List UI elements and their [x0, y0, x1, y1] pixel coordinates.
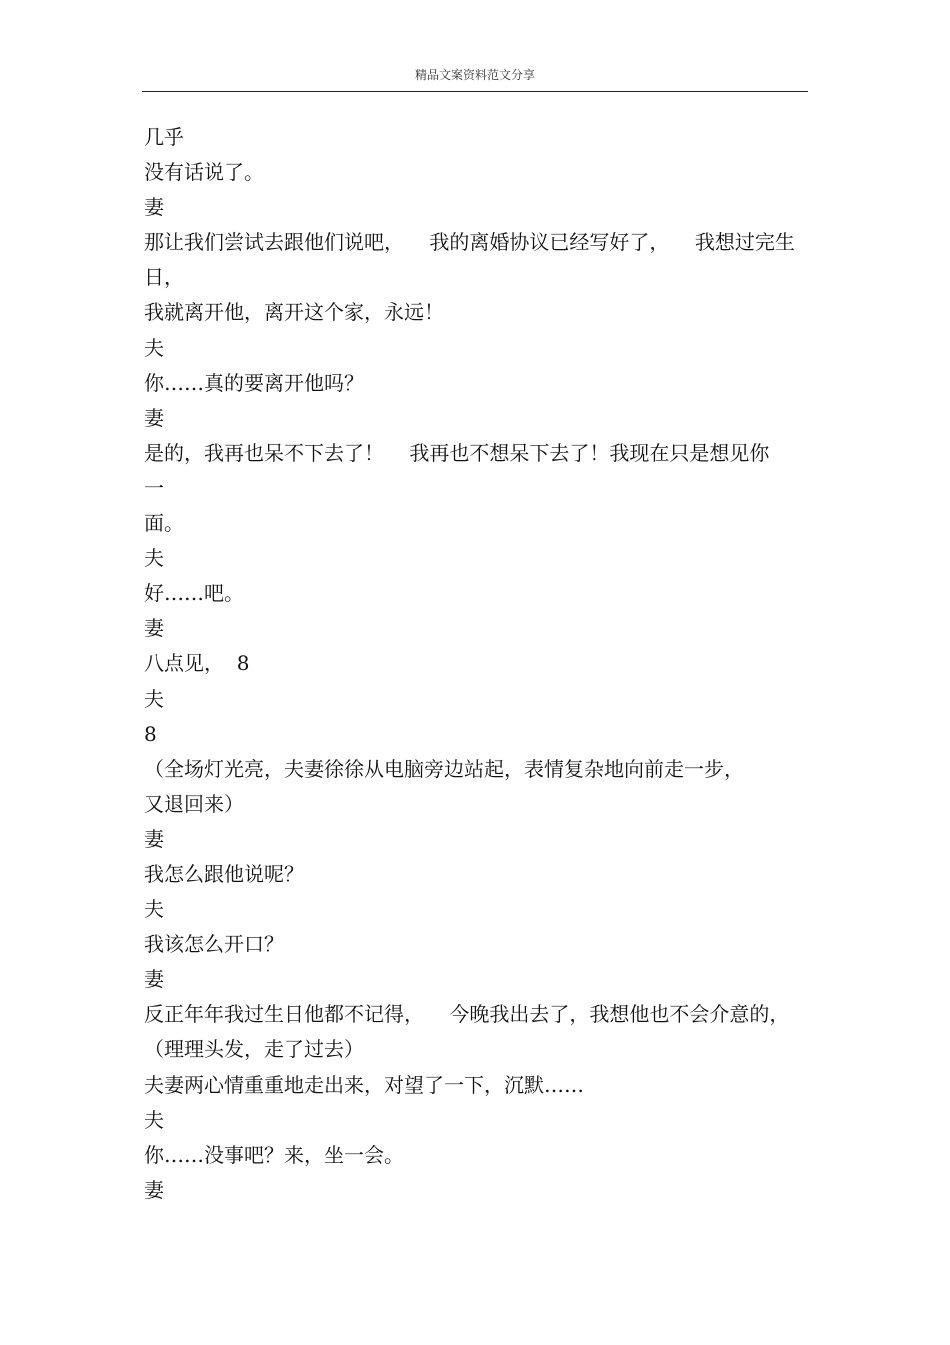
- speaker-label: 妻: [144, 1177, 164, 1202]
- text-line: 八点见， 8: [144, 651, 250, 676]
- text-line: 8: [144, 721, 157, 746]
- page-header: 精品文案资料范文分享: [414, 68, 535, 82]
- text-line: 你……没事吧？来，坐一会。: [144, 1142, 404, 1167]
- text-line: 几乎: [144, 125, 184, 149]
- stage-direction: 又退回来）: [144, 791, 244, 816]
- text-line: 面。: [144, 511, 184, 536]
- text-line: 我该怎么开口？: [144, 932, 284, 957]
- text-line: 没有话说了。: [144, 160, 264, 185]
- text-line: 那让我们尝试去跟他们说吧， 我的离婚协议已经写好了， 我想过完生: [144, 230, 795, 255]
- speaker-label: 妻: [144, 826, 164, 851]
- speaker-label: 妻: [144, 405, 164, 430]
- text-line: 日，: [144, 265, 184, 290]
- speaker-label: 夫: [144, 546, 164, 571]
- document-body: [144, 120, 808, 1208]
- text-line: 我怎么跟他说呢？: [144, 861, 304, 886]
- text-line: 反正年年我过生日他都不记得， 今晚我出去了，我想他也不会介意的，: [144, 1002, 790, 1027]
- speaker-label: 夫: [144, 686, 164, 711]
- stage-direction: （全场灯光亮，夫妻徐徐从电脑旁边站起，表情复杂地向前走一步，: [144, 756, 744, 781]
- speaker-label: 夫: [144, 1107, 164, 1132]
- stage-direction: （理理头发，走了过去）: [144, 1037, 364, 1062]
- speaker-label: 妻: [144, 967, 164, 992]
- text-line: 好……吧。: [144, 581, 244, 606]
- text-line: 我就离开他，离开这个家，永远！: [144, 300, 444, 325]
- speaker-label: 妻: [144, 195, 164, 220]
- text-line: 是的，我再也呆不下去了！ 我再也不想呆下去了！我现在只是想见你: [144, 440, 770, 465]
- header-divider: [142, 91, 808, 92]
- speaker-label: 夫: [144, 897, 164, 922]
- text-line: 一: [144, 475, 164, 500]
- speaker-label: 夫: [144, 335, 164, 360]
- text-line: 夫妻两心情重重地走出来，对望了一下，沉默……: [144, 1072, 584, 1097]
- text-line: 你……真的要离开他吗？: [144, 370, 364, 395]
- speaker-label: 妻: [144, 616, 164, 641]
